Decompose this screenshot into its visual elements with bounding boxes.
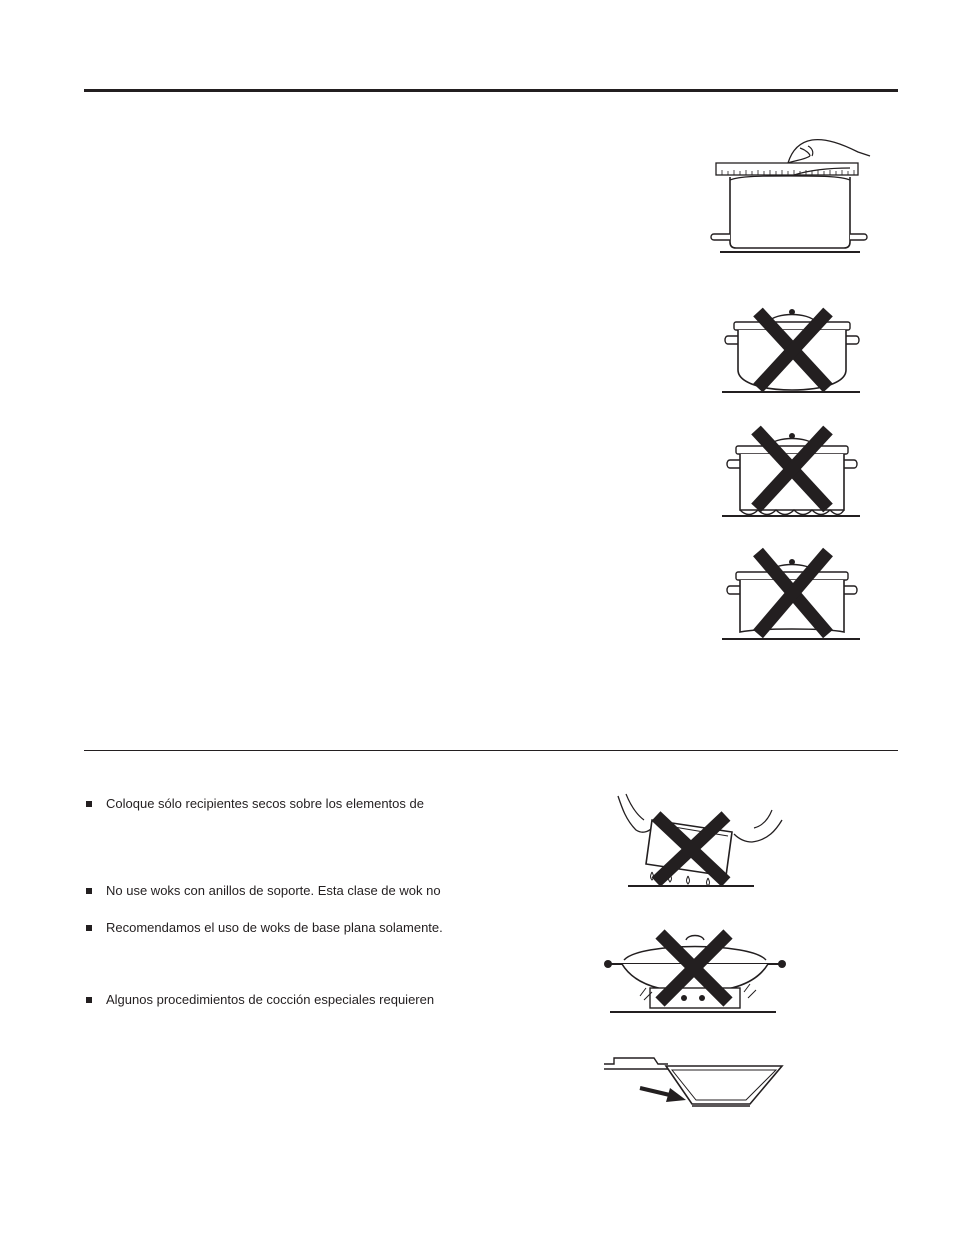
list-item [86,796,506,812]
bullet-square-icon [86,997,92,1003]
top-rule [84,89,898,92]
bullet-square-icon [86,925,92,931]
bullet-text: Recomendamos el uso de woks de base plana solamente. [106,920,443,935]
pan-flatness-ruler-icon [700,130,880,260]
flat-wok-icon [600,1050,790,1115]
list-item [86,883,506,899]
bullet-text: Coloque sólo recipientes secos sobre los elementos de [106,796,424,811]
bullet-square-icon [86,888,92,894]
wok-ring-icon [600,922,790,1017]
pot-rounded-bottom-icon [720,300,865,395]
list-item [86,920,506,936]
list-item [86,992,506,1008]
bullet-square-icon [86,801,92,807]
wet-pan-icon [612,790,792,890]
section-divider [84,750,898,751]
pot-uneven-bottom-icon [720,422,865,522]
bullet-text: Algunos procedimientos de cocción especiales requieren [106,992,435,1007]
pot-warped-bottom-icon [720,546,865,646]
bullet-text: No use woks con anillos de soporte. Esta clase de wok no [106,883,441,898]
